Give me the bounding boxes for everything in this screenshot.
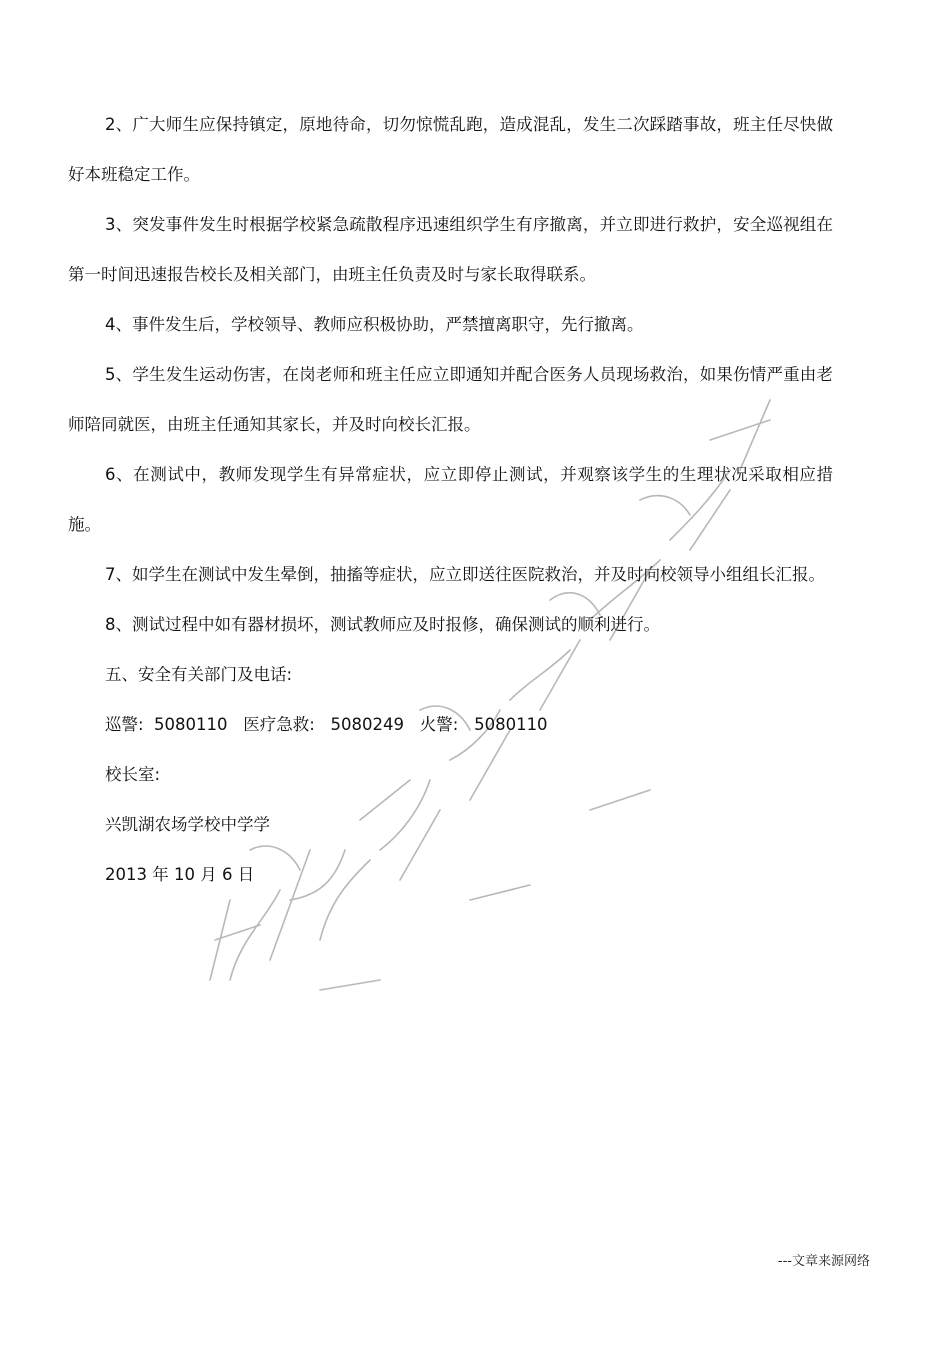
paragraph-6: 6、在测试中，教师发现学生有异常症状，应立即停止测试，并观察该学生的生理状况采取相应措施。 bbox=[68, 465, 833, 534]
source-footer: ---文章来源网络 bbox=[777, 1254, 870, 1269]
office-label: 校长室: bbox=[105, 765, 161, 784]
section-heading: 五、安全有关部门及电话: bbox=[105, 665, 293, 684]
paragraph-7: 7、如学生在测试中发生晕倒，抽搐等症状，应立即送往医院救治，并及时向校领导小组组长汇报。 bbox=[105, 565, 825, 584]
school-name: 兴凯湖农场学校中学学 bbox=[105, 815, 270, 834]
paragraph-5: 5、学生发生运动伤害，在岗老师和班主任应立即通知并配合医务人员现场救治，如果伤情严重由老师陪同就医，由班主任通知其家长，并及时向校长汇报。 bbox=[68, 365, 833, 434]
paragraph-4: 4、事件发生后，学校领导、教师应积极协助，严禁擅离职守，先行撤离。 bbox=[105, 315, 644, 334]
document-date: 2013 年 10 月 6 日 bbox=[105, 865, 255, 884]
paragraph-8: 8、测试过程中如有器材损坏，测试教师应及时报修，确保测试的顺利进行。 bbox=[105, 615, 660, 634]
paragraph-2: 2、广大师生应保持镇定，原地待命，切勿惊慌乱跑，造成混乱，发生二次踩踏事故，班主任尽快做好本班稳定工作。 bbox=[68, 115, 833, 184]
paragraph-3: 3、突发事件发生时根据学校紧急疏散程序迅速组织学生有序撤离，并立即进行救护，安全巡视组在第一时间迅速报告校长及相关部门，由班主任负责及时与家长取得联系。 bbox=[68, 215, 833, 284]
phone-numbers: 巡警: 5080110 医疗急救: 5080249 火警: 5080110 bbox=[105, 715, 548, 734]
document-body bbox=[68, 100, 833, 900]
